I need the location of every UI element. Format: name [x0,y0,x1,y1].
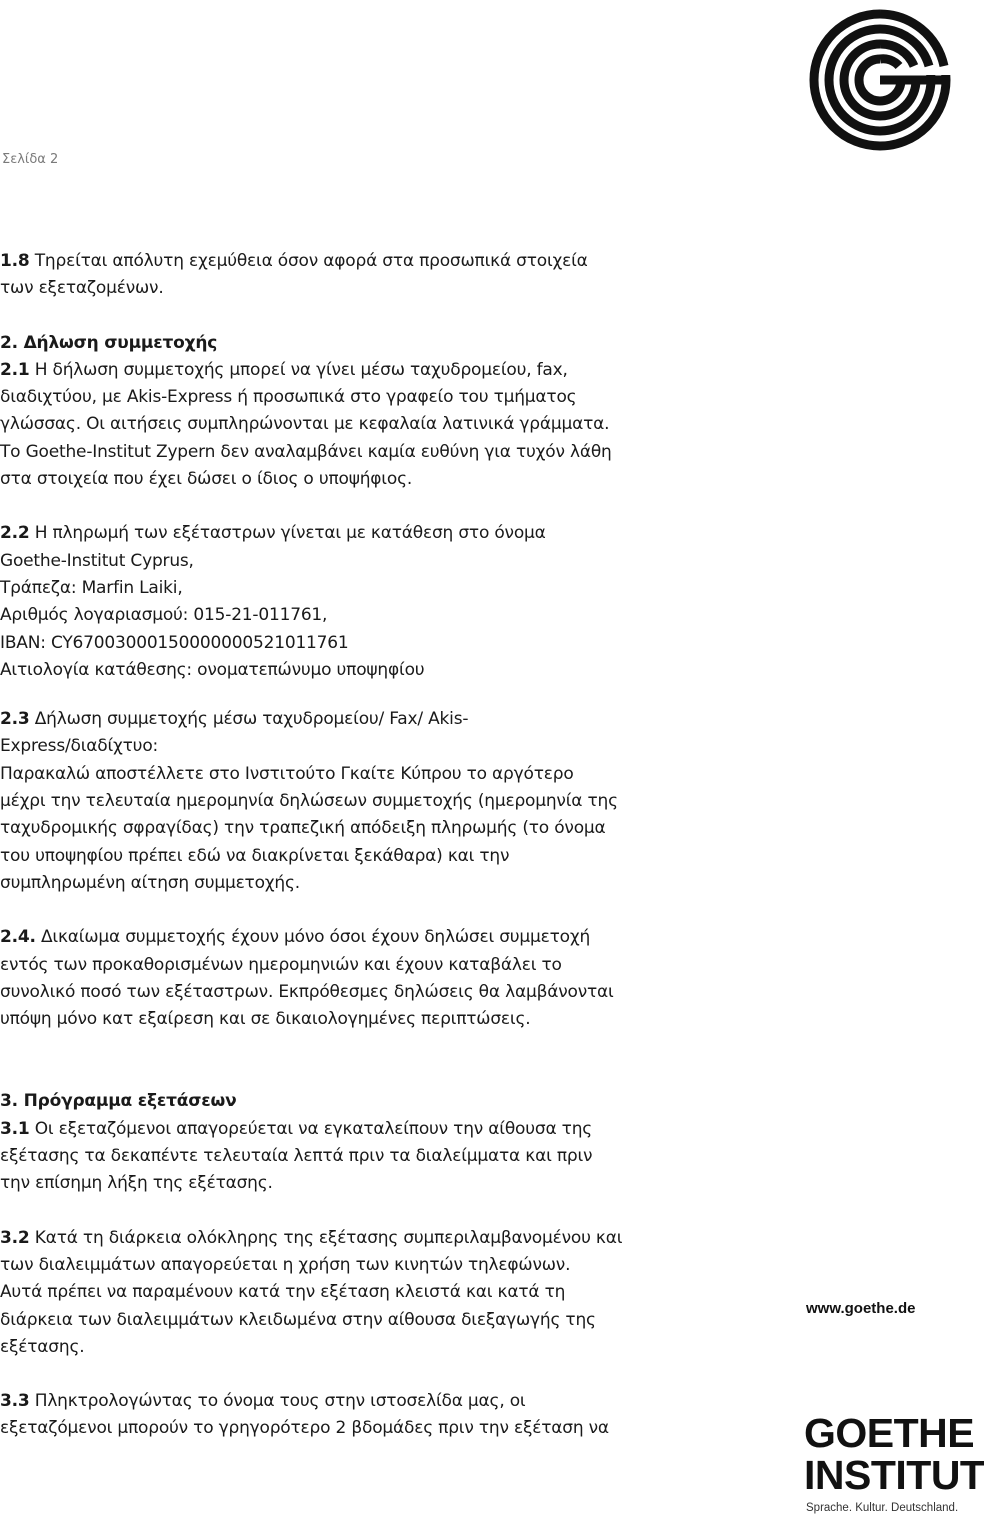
text-line: Πληκτρολογώντας το όνομα τους στην ιστοσελίδα μας, οι [34,1391,526,1412]
section-number: 2.1 [0,359,30,380]
text-line: Τράπεζα: Marfin Laiki, [0,577,183,598]
section-2-3 [0,706,720,897]
section-3-1 [0,1116,720,1198]
goethe-logo-mark-icon [804,4,956,156]
section-number: 2.2 [0,523,30,544]
logo-line: INSTITUT [804,1452,984,1498]
text-line: Η δήλωση συμμετοχής μπορεί να γίνει μέσω ταχυδρομείου, fax, [34,359,568,380]
section-3-3 [0,1388,720,1443]
section-2-2 [0,520,720,684]
text-line: Αριθμός λογαριασμού: 015-21-011761, [0,605,328,626]
section-number: 3.2 [0,1227,30,1248]
text-line: Οι εξεταζόμενοι απαγορεύεται να εγκαταλείπουν την αίθουσα της [34,1118,593,1139]
text-line: των εξεταζομένων. [0,278,164,299]
section-number: 1.8 [0,251,30,271]
text-line: Αιτιολογία κατάθεσης: ονοματεπώνυμο υποψηφίου [0,659,425,680]
logo-line: GOETHE [804,1410,975,1456]
text-line: εξέτασης τα δεκαπέντε τελευταία λεπτά πριν τα διαλείμματα και πριν [0,1146,593,1167]
section-2-4 [0,924,720,1033]
text-line: Τηρείται απόλυτη εχεμύθεια όσον αφορά στα προσωπικά στοιχεία [34,251,588,271]
text-line: γλώσσας. Οι αιτήσεις συμπληρώνονται με κεφαλαία λατινικά γράμματα. [0,414,610,435]
text-line: Δήλωση συμμετοχής μέσω ταχυδρομείου/ Fax/ Akis- [34,709,469,730]
text-line: διάρκεια των διαλειμμάτων κλειδωμένα στην αίθουσα διεξαγωγής της [0,1309,596,1330]
text-line: υπόψη μόνο κατ εξαίρεση και σε δικαιολογημένες περιπτώσεις. [0,1009,531,1030]
text-line: των διαλειμμάτων απαγορεύεται η χρήση των κινητών τηλεφώνων. [0,1254,571,1275]
section-number: 2.3 [0,709,30,730]
text-line: Παρακαλώ αποστέλλετε στο Ινστιτούτο Γκαίτε Κύπρου το αργότερο [0,763,574,784]
text-line: Δικαίωμα συμμετοχής έχουν μόνο όσοι έχουν δηλώσει συμμετοχή [41,927,591,948]
text-line: Αυτά πρέπει να παραμένουν κατά την εξέταση κλειστά και κατά τη [0,1282,566,1303]
text-line: συμπληρωμένη αίτηση συμμετοχής. [0,872,300,893]
text-line: ταχυδρομικής σφραγίδας) την τραπεζική απόδειξη πληρωμής (το όνομα [0,818,606,839]
section-3-2 [0,1225,720,1361]
document-body [0,248,720,1443]
heading-section-2: 2. Δήλωση συμμετοχής [0,332,218,353]
text-line: εξέτασης. [0,1336,85,1357]
website-url[interactable]: www.goethe.de [806,1300,916,1317]
heading-section-3: 3. Πρόγραμμα εξετάσεων [0,1091,237,1112]
text-line: την επίσημη λήξη της εξέτασης. [0,1173,273,1194]
text-line: εξεταζόμενοι μπορούν το γρηγορότερο 2 βδομάδες πριν την εξέταση να [0,1418,609,1439]
iban-line: IBAN: CY67003000150000000521011761 [0,632,349,653]
section-number: 2.4. [0,927,36,948]
text-line: Goethe-Institut Cyprus, [0,550,194,571]
section-number: 3.1 [0,1118,30,1139]
section-number: 3.3 [0,1391,30,1412]
goethe-institut-logo [804,1412,984,1496]
section-1-8 [0,248,720,303]
text-line: Η πληρωμή των εξέταστρων γίνεται με κατάθεση στο όνομα [34,523,546,544]
text-line: στα στοιχεία που έχει δώσει ο ίδιος ο υποψήφιος. [0,469,413,490]
page-number: Σελίδα 2 [2,152,59,167]
text-line: του υποψηφίου πρέπει εδώ να διακρίνεται ξεκάθαρα) και την [0,845,510,866]
text-line: μέχρι την τελευταία ημερομηνία δηλώσεων συμμετοχής (ημερομηνία της [0,791,618,812]
section-2-1 [0,357,720,493]
tagline: Sprache. Kultur. Deutschland. [806,1502,959,1514]
text-line: Κατά τη διάρκεια ολόκληρης της εξέτασης συμπεριλαμβανομένου και [34,1227,623,1248]
text-line: εντός των προκαθορισμένων ημερομηνιών και έχουν καταβάλει το [0,954,562,975]
text-line: Το Goethe-Institut Zypern δεν αναλαμβάνει καμία ευθύνη για τυχόν λάθη [0,441,612,462]
text-line: διαδιχτύου, με Akis-Express ή προσωπικά στο γραφείο του τμήματος [0,387,577,408]
text-line: συνολικό ποσό των εξέταστρων. Εκπρόθεσμες δηλώσεις θα λαμβάνονται [0,981,614,1002]
text-line: Express/διαδίχτυο: [0,736,159,757]
